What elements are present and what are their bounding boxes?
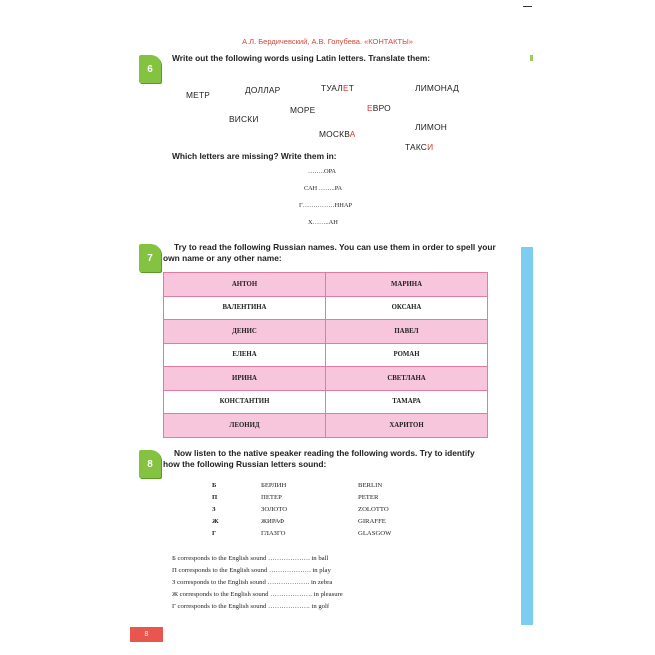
name-cell: МАРИНА (326, 273, 488, 297)
word-item: МОРЕ (290, 105, 316, 115)
word-item: ТУАЛЕТ (321, 83, 355, 93)
word-item: ТАКСИ (405, 142, 434, 152)
name-cell: ИРИНА (164, 367, 326, 391)
exercise-7-instruction-line1: Try to read the following Russian names. You can use them in order to spell your (174, 242, 496, 252)
russian-word: ЖИРАФ (261, 518, 285, 525)
exercise-8-instruction-line1: Now listen to the native speaker reading the following words. Try to identify (174, 448, 475, 458)
word-item: МЕТР (186, 90, 211, 100)
letter-cell: Ж (212, 518, 219, 525)
top-dash (523, 6, 532, 7)
english-word: BERLIN (358, 482, 383, 489)
margin-mark (530, 55, 533, 61)
name-cell: КОНСТАНТИН (164, 390, 326, 414)
table-row (164, 273, 488, 297)
page-number: 8 (130, 627, 163, 642)
russian-word: ГЛАЗГО (261, 530, 286, 537)
letter-cell: Г (212, 530, 217, 537)
sound-line: Ж corresponds to the English sound ………………. in pleasure (172, 591, 343, 598)
table-row (164, 414, 488, 438)
word-item: ЛИМОНАД (415, 83, 459, 93)
missing-word: Г……………ННАР (299, 202, 353, 209)
name-cell: ВАЛЕНТИНА (164, 296, 326, 320)
name-cell: ЛЕОНИД (164, 414, 326, 438)
letter-cell: З (212, 506, 216, 513)
sound-line: З corresponds to the English sound ………………. in zebra (172, 579, 333, 586)
table-row (164, 367, 488, 391)
name-cell: ОКСАНА (326, 296, 488, 320)
name-cell: ЕЛЕНА (164, 343, 326, 367)
russian-word: ПЕТЕР (261, 494, 282, 501)
english-word: ZOLOTTO (358, 506, 389, 513)
exercise-8-badge: 8 (139, 450, 161, 478)
russian-word: БЕРЛИН (261, 482, 287, 489)
names-table (163, 272, 488, 438)
exercise-6-instruction: Write out the following words using Latin letters. Translate them: (172, 53, 431, 63)
name-cell: ДЕНИС (164, 320, 326, 344)
page-header: А.Л. Бердичевский, А.В. Голубева. «КОНТАКТЫ» (242, 37, 413, 46)
name-cell: РОМАН (326, 343, 488, 367)
name-cell: СВЕТЛАНА (326, 367, 488, 391)
name-cell: ХАРИТОН (326, 414, 488, 438)
word-item: ЕВРО (367, 103, 391, 113)
missing-letters-instruction: Which letters are missing? Write them in: (172, 151, 337, 161)
letter-cell: Б (212, 482, 217, 489)
english-word: GIRAFFE (358, 518, 386, 525)
sound-line: П corresponds to the English sound ………………. in play (172, 567, 331, 574)
missing-word: САН ……..РА (304, 185, 343, 192)
english-word: PETER (358, 494, 379, 501)
exercise-8-instruction-line2: how the following Russian letters sound: (163, 459, 327, 469)
exercise-7-badge: 7 (139, 244, 161, 272)
name-cell: АНТОН (164, 273, 326, 297)
table-row (164, 320, 488, 344)
letter-cell: П (212, 494, 218, 501)
exercise-6-badge: 6 (139, 55, 161, 83)
missing-word: ……..ОРА (308, 168, 336, 175)
missing-word: Х……..АН (308, 219, 338, 226)
word-item: ДОЛЛАР (245, 85, 281, 95)
table-row (164, 343, 488, 367)
table-row (164, 296, 488, 320)
sound-line: Г corresponds to the English sound ………………. in golf (172, 603, 330, 610)
word-item: ВИСКИ (229, 114, 259, 124)
exercise-7-instruction-line2: own name or any other name: (163, 253, 282, 263)
sound-line: Б corresponds to the English sound ………………. in ball (172, 555, 329, 562)
word-item: ЛИМОН (415, 122, 448, 132)
side-bar (521, 247, 533, 625)
english-word: GLASGOW (358, 530, 392, 537)
name-cell: ПАВЕЛ (326, 320, 488, 344)
russian-word: ЗОЛОТО (261, 506, 288, 513)
word-item: МОСКВА (319, 129, 356, 139)
name-cell: ТАМАРА (326, 390, 488, 414)
table-row (164, 390, 488, 414)
